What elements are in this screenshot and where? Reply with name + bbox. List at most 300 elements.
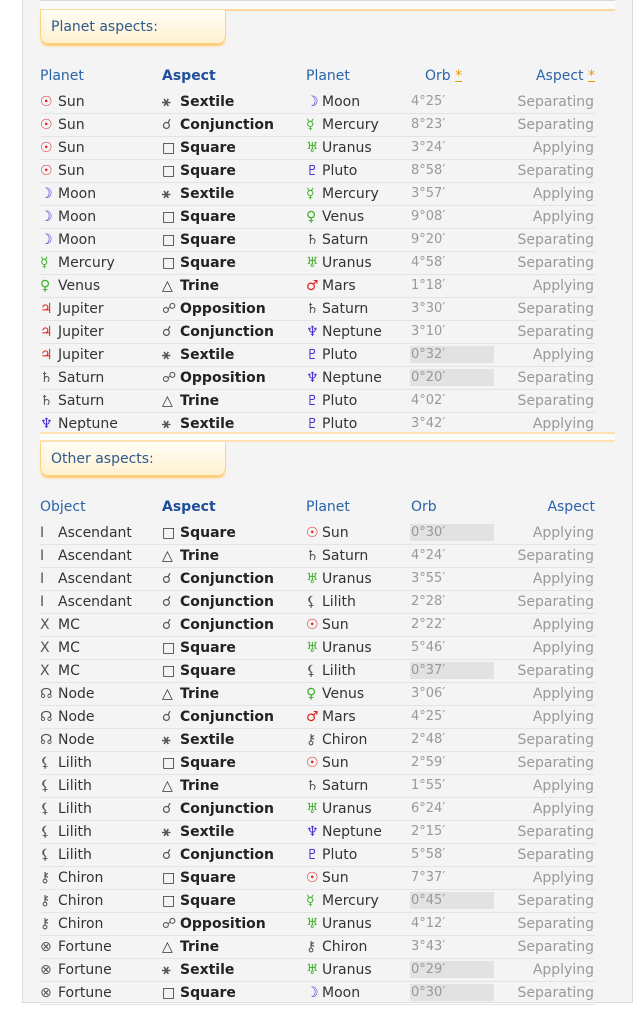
planet-name: Uranus [322,916,372,932]
aspect-name: Trine [180,686,220,702]
planet-cell [306,278,356,294]
object-name: Lilith [58,847,92,863]
table-row [40,706,595,729]
aspect-cell [162,939,219,955]
aspect-cell [162,847,274,863]
aspect-name: Trine [180,548,220,564]
lilith-icon: ⚸ [40,755,51,771]
sun-icon: ☉ [306,755,319,771]
object-cell [40,663,80,679]
orb-value: 0°30′ [410,984,494,1001]
object-cell [40,778,92,794]
square-icon: □ [162,525,176,541]
lilith-icon: ⚸ [40,778,51,794]
moon-icon: ☽ [306,985,319,1001]
pluto-icon: ♇ [306,393,319,409]
header-orb[interactable]: Orb [411,499,437,515]
planet-name: Moon [322,985,361,1001]
object-cell [40,594,132,610]
object-name: Sun [58,140,85,156]
orb-value: 8°23′ [411,117,446,132]
orb-value: 3°55′ [411,571,446,586]
aspect-cell [162,571,274,587]
aspect-cell [162,94,234,110]
object-name: MC [58,617,80,633]
object-name: Node [58,686,95,702]
planet-name: Saturn [322,548,369,564]
square-icon: □ [162,163,176,179]
object-name: Ascendant [58,594,132,610]
object-cell [40,916,103,932]
orb-value: 3°10′ [411,324,446,339]
aspect-name: Conjunction [180,324,274,340]
orb-value: 4°24′ [411,548,446,563]
object-name: Fortune [58,985,112,1001]
aspect-cell [162,617,274,633]
object-cell [40,571,132,587]
object-name: Sun [58,94,85,110]
header-aspect[interactable]: Aspect [162,499,216,515]
planet-name: Uranus [322,140,372,156]
object-name: Ascendant [58,525,132,541]
lilith-icon: ⚸ [306,594,317,610]
table-row [40,982,595,1005]
object-cell [40,686,95,702]
aspect-name: Trine [180,778,220,794]
planet-name: Sun [322,870,349,886]
object-cell [40,732,95,748]
orb-value: 0°30′ [410,524,494,541]
aspect-phase: Separating [517,755,594,771]
orb-value: 2°15′ [411,824,446,839]
aspect-phase: Applying [532,962,594,978]
chiron-icon: ⚷ [306,939,317,955]
object-cell [40,755,92,771]
table-row [40,206,595,229]
aspect-cell [162,732,234,748]
orb-sort-star[interactable]: * [455,68,463,84]
aspect-name: Conjunction [180,571,274,587]
sun-icon: ☉ [40,117,53,133]
planet-aspects-header [40,68,595,88]
ascendant-icon: I [40,525,45,541]
table-row [40,867,595,890]
planet-name: Venus [322,209,365,225]
header-object[interactable]: Object [40,499,86,515]
neptune-icon: ♆ [306,324,319,340]
planet-cell [306,778,368,794]
mc-icon: X [40,617,50,633]
planet-cell [306,393,357,409]
table-row [40,568,595,591]
object-cell [40,847,92,863]
aspect-phase: Applying [532,525,594,541]
node-icon: ☊ [40,686,53,702]
sun-icon: ☉ [40,94,53,110]
pluto-icon: ♇ [306,416,319,432]
sun-icon: ☉ [306,617,319,633]
planet-cell [306,962,372,978]
planet-name: Saturn [322,232,369,248]
object-name: Sun [58,163,85,179]
object-cell [40,640,80,656]
aspect-phase: Applying [532,801,594,817]
object-cell [40,301,104,317]
planet-aspects-table [40,91,595,436]
planet-cell [306,571,372,587]
table-row [40,913,595,936]
orb-value: 3°06′ [411,686,446,701]
lilith-icon: ⚸ [40,824,51,840]
fortune-icon: ⊗ [40,985,52,1001]
object-cell [40,278,100,294]
planet-name: Lilith [322,594,356,610]
node-icon: ☊ [40,709,53,725]
planet-name: Pluto [322,847,358,863]
planet-cell [306,347,357,363]
planet-name: Saturn [322,301,369,317]
planet-name: Saturn [322,778,369,794]
aspect-phase: Applying [532,640,594,656]
aspect-phase: Separating [517,847,594,863]
planet-cell [306,824,382,840]
header-planet[interactable]: Planet [40,68,84,84]
aspect-name: Opposition [180,916,266,932]
section-divider [40,432,615,442]
square-icon: □ [162,255,176,271]
orb-value: 9°20′ [411,232,446,247]
planet-cell [306,640,372,656]
uranus-icon: ♅ [306,255,319,271]
sextile-icon: ⚹ [162,186,171,202]
planet-name: Uranus [322,255,372,271]
aspect-cell [162,232,236,248]
saturn-icon: ♄ [306,301,319,317]
aspect-cell [162,140,236,156]
object-cell [40,347,104,363]
aspect-cell [162,301,266,317]
neptune-icon: ♆ [306,370,319,386]
other-aspects-title: Other aspects: [51,450,154,467]
conjunction-icon: ☌ [162,571,172,587]
aspect-name: Trine [180,393,220,409]
mercury-icon: ☿ [306,893,315,909]
aspect-name: Sextile [180,962,235,978]
planet-cell [306,939,367,955]
aspect-cell [162,416,234,432]
object-name: Ascendant [58,571,132,587]
jupiter-icon: ♃ [40,347,53,363]
planet-aspects-title: Planet aspects: [51,18,158,35]
aspect-name: Square [180,163,236,179]
planet-cell [306,732,367,748]
aspect-name: Sextile [180,347,235,363]
object-name: Saturn [58,393,105,409]
table-row [40,614,595,637]
object-name: Neptune [58,416,118,432]
aspect-name: Opposition [180,301,266,317]
aspect-phase: Applying [532,617,594,633]
object-name: Lilith [58,778,92,794]
planet-name: Pluto [322,416,358,432]
planet-name: Mercury [322,117,379,133]
planet-cell [306,186,379,202]
aspect-name: Trine [180,278,220,294]
header-planet[interactable]: Planet [306,499,350,515]
aspect-phase: Applying [532,571,594,587]
aspect-phase: Applying [532,140,594,156]
aspect-sort-star[interactable]: * [588,68,595,84]
trine-icon: △ [162,778,173,794]
object-name: Chiron [58,893,104,909]
opposition-icon: ☍ [162,370,177,386]
pluto-icon: ♇ [306,347,319,363]
aspect-name: Sextile [180,186,235,202]
sextile-icon: ⚹ [162,824,171,840]
header-aspect[interactable]: Aspect [162,68,216,84]
aspect-phase: Separating [517,117,594,133]
planet-name: Sun [322,755,349,771]
saturn-icon: ♄ [306,778,319,794]
planet-cell [306,594,356,610]
ascendant-icon: I [40,594,45,610]
aspect-phase: Separating [517,824,594,840]
planet-cell [306,617,349,633]
planet-cell [306,801,372,817]
object-name: Lilith [58,824,92,840]
object-cell [40,370,104,386]
aspect-phase: Separating [517,916,594,932]
object-cell [40,525,132,541]
header-orb[interactable] [425,68,462,84]
lilith-icon: ⚸ [40,801,51,817]
aspect-phase: Separating [517,939,594,955]
aspect-cell [162,324,274,340]
table-row [40,321,595,344]
planet-cell [306,163,357,179]
aspect-cell [162,163,236,179]
object-cell [40,824,92,840]
object-cell [40,548,132,564]
aspect-phase: Applying [532,778,594,794]
moon-icon: ☽ [40,232,53,248]
aspect-phase: Separating [517,370,594,386]
object-cell [40,255,115,271]
planet-cell [306,255,372,271]
table-row [40,752,595,775]
aspect-phase: Separating [517,732,594,748]
table-row [40,160,595,183]
sextile-icon: ⚹ [162,347,171,363]
header-aspect-phase[interactable]: Aspect [547,499,595,515]
planet-cell [306,916,372,932]
object-name: Fortune [58,962,112,978]
object-name: Mercury [58,255,115,271]
ascendant-icon: I [40,571,45,587]
moon-icon: ☽ [306,94,319,110]
sextile-icon: ⚹ [162,416,171,432]
orb-value: 3°42′ [411,416,446,431]
object-cell [40,163,85,179]
aspect-name: Conjunction [180,709,274,725]
table-row [40,275,595,298]
trine-icon: △ [162,393,173,409]
planet-name: Pluto [322,393,358,409]
aspect-cell [162,347,234,363]
table-row [40,522,595,545]
planet-name: Uranus [322,640,372,656]
object-name: Saturn [58,370,105,386]
sun-icon: ☉ [40,140,53,156]
planet-cell [306,709,356,725]
aspect-name: Square [180,870,236,886]
square-icon: □ [162,640,176,656]
orb-value: 7°37′ [411,870,446,885]
header-aspect-phase-label[interactable]: Aspect [535,68,584,84]
sextile-icon: ⚹ [162,962,171,978]
planet-cell [306,370,382,386]
aspect-name: Square [180,893,236,909]
table-row [40,183,595,206]
moon-icon: ☽ [40,209,53,225]
planet-name: Chiron [322,939,368,955]
other-aspects-header [40,499,595,519]
table-row [40,683,595,706]
planet-cell [306,117,379,133]
aspect-phase: Separating [517,663,594,679]
square-icon: □ [162,663,176,679]
object-name: Moon [58,232,97,248]
aspect-name: Square [180,985,236,1001]
object-cell [40,985,112,1001]
table-row [40,367,595,390]
planet-name: Sun [322,525,349,541]
conjunction-icon: ☌ [162,847,172,863]
header-planet-2[interactable]: Planet [306,68,350,84]
uranus-icon: ♅ [306,962,319,978]
planet-name: Neptune [322,370,382,386]
aspect-phase: Separating [517,94,594,110]
planet-name: Sun [322,617,349,633]
table-row [40,137,595,160]
lilith-icon: ⚸ [306,663,317,679]
planet-cell [306,525,349,541]
object-cell [40,416,118,432]
object-name: Lilith [58,755,92,771]
object-cell [40,870,103,886]
planet-name: Pluto [322,347,358,363]
aspect-phase: Applying [532,416,594,432]
planet-name: Lilith [322,663,356,679]
table-row [40,637,595,660]
aspect-phase: Applying [532,870,594,886]
aspect-name: Square [180,640,236,656]
planet-name: Uranus [322,962,372,978]
chiron-icon: ⚷ [306,732,317,748]
sun-icon: ☉ [306,525,319,541]
fortune-icon: ⊗ [40,962,52,978]
chiron-icon: ⚷ [40,870,51,886]
orb-value: 5°58′ [411,847,446,862]
object-name: Venus [58,278,101,294]
table-row [40,344,595,367]
object-name: Jupiter [58,347,104,363]
table-row [40,729,595,752]
orb-value: 9°08′ [411,209,446,224]
square-icon: □ [162,209,176,225]
aspect-cell [162,594,274,610]
aspect-cell [162,209,236,225]
mercury-icon: ☿ [306,117,315,133]
orb-value: 0°32′ [410,346,494,363]
planet-cell [306,686,364,702]
aspect-cell [162,870,236,886]
uranus-icon: ♅ [306,916,319,932]
venus-icon: ♀ [306,686,317,702]
aspect-phase: Separating [517,393,594,409]
table-row [40,936,595,959]
planet-name: Uranus [322,571,372,587]
aspect-cell [162,663,236,679]
saturn-icon: ♄ [306,548,319,564]
planet-name: Moon [322,94,361,110]
planet-name: Pluto [322,163,358,179]
sextile-icon: ⚹ [162,94,171,110]
aspect-phase: Applying [532,186,594,202]
object-name: Lilith [58,801,92,817]
header-orb-label[interactable]: Orb [425,68,451,84]
aspect-cell [162,916,266,932]
orb-value: 4°58′ [411,255,446,270]
object-cell [40,209,96,225]
aspect-cell [162,893,236,909]
square-icon: □ [162,755,176,771]
conjunction-icon: ☌ [162,117,172,133]
conjunction-icon: ☌ [162,801,172,817]
venus-icon: ♀ [40,278,51,294]
table-row [40,775,595,798]
aspect-cell [162,985,236,1001]
aspect-name: Trine [180,939,220,955]
opposition-icon: ☍ [162,916,177,932]
object-cell [40,709,95,725]
object-cell [40,117,85,133]
aspect-phase: Applying [532,209,594,225]
uranus-icon: ♅ [306,571,319,587]
square-icon: □ [162,870,176,886]
conjunction-icon: ☌ [162,617,172,633]
object-name: Node [58,709,95,725]
object-cell [40,801,92,817]
object-cell [40,232,96,248]
object-name: MC [58,640,80,656]
trine-icon: △ [162,686,173,702]
aspect-name: Square [180,140,236,156]
neptune-icon: ♆ [40,416,53,432]
orb-value: 0°20′ [410,369,494,386]
header-aspect-phase[interactable] [536,68,595,84]
orb-value: 4°25′ [411,94,446,109]
object-name: Moon [58,209,97,225]
aspect-name: Square [180,525,236,541]
aspect-cell [162,548,219,564]
orb-value: 3°57′ [411,186,446,201]
orb-value: 1°18′ [411,278,446,293]
orb-value: 8°58′ [411,163,446,178]
object-cell [40,186,96,202]
object-cell [40,393,104,409]
mercury-icon: ☿ [306,186,315,202]
